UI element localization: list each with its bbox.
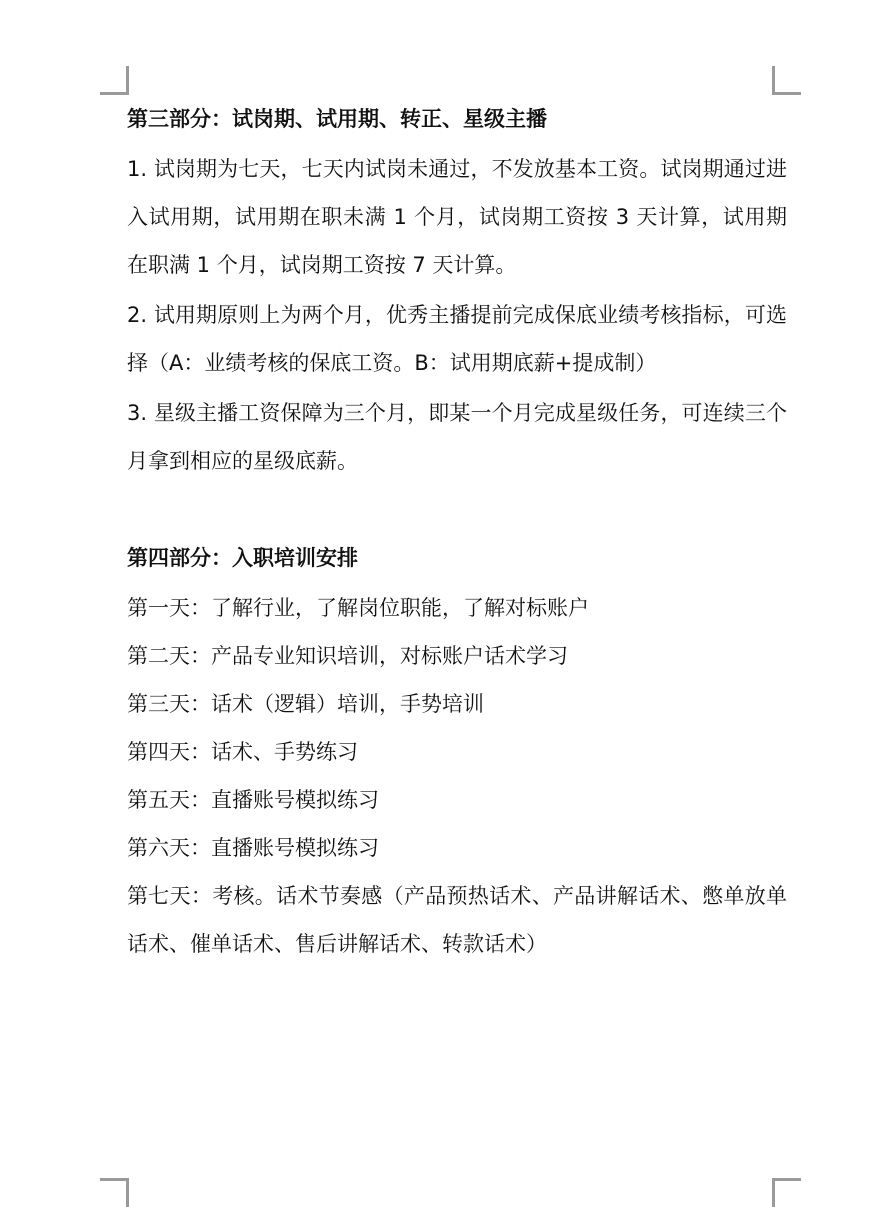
- section-3-paragraph-3: 3. 星级主播工资保障为三个月，即某一个月完成星级任务，可连续三个月拿到相应的星级底薪。: [127, 401, 787, 473]
- training-day-5: 第五天：直播账号模拟练习: [127, 788, 379, 812]
- training-day-3: 第三天：话术（逻辑）培训，手势培训: [127, 692, 484, 716]
- training-day-4: 第四天：话术、手势练习: [127, 740, 358, 764]
- training-day-7: 第七天：考核。话术节奏感（产品预热话术、产品讲解话术、憋单放单话术、催单话术、售后讲解话术、转款话术）: [127, 884, 787, 956]
- section-4-heading: 第四部分：入职培训安排: [127, 546, 358, 570]
- section-3-paragraph-2: 2. 试用期原则上为两个月，优秀主播提前完成保底业绩考核指标，可选择（A：业绩考核的保底工资。B：试用期底薪+提成制）: [127, 303, 787, 375]
- section-3-body: [127, 145, 787, 485]
- training-day-1: 第一天：了解行业，了解岗位职能，了解对标账户: [127, 596, 589, 620]
- training-day-2: 第二天：产品专业知识培训，对标账户话术学习: [127, 644, 568, 668]
- page-corner-mark-top-right: [772, 66, 801, 95]
- section-4-body: [127, 584, 787, 968]
- page-corner-mark-bottom-left: [100, 1178, 129, 1207]
- section-3-paragraph-1: 1. 试岗期为七天，七天内试岗未通过，不发放基本工资。试岗期通过进入试用期，试用期在职未满 1 个月，试岗期工资按 3 天计算，试用期在职满 1 个月，试岗期工资按 7 天计算。: [127, 157, 787, 277]
- page-corner-mark-bottom-right: [772, 1178, 801, 1207]
- document-body: [127, 98, 787, 968]
- training-day-6: 第六天：直播账号模拟练习: [127, 836, 379, 860]
- section-3-heading: 第三部分：试岗期、试用期、转正、星级主播: [127, 107, 547, 131]
- page-corner-mark-top-left: [100, 66, 129, 95]
